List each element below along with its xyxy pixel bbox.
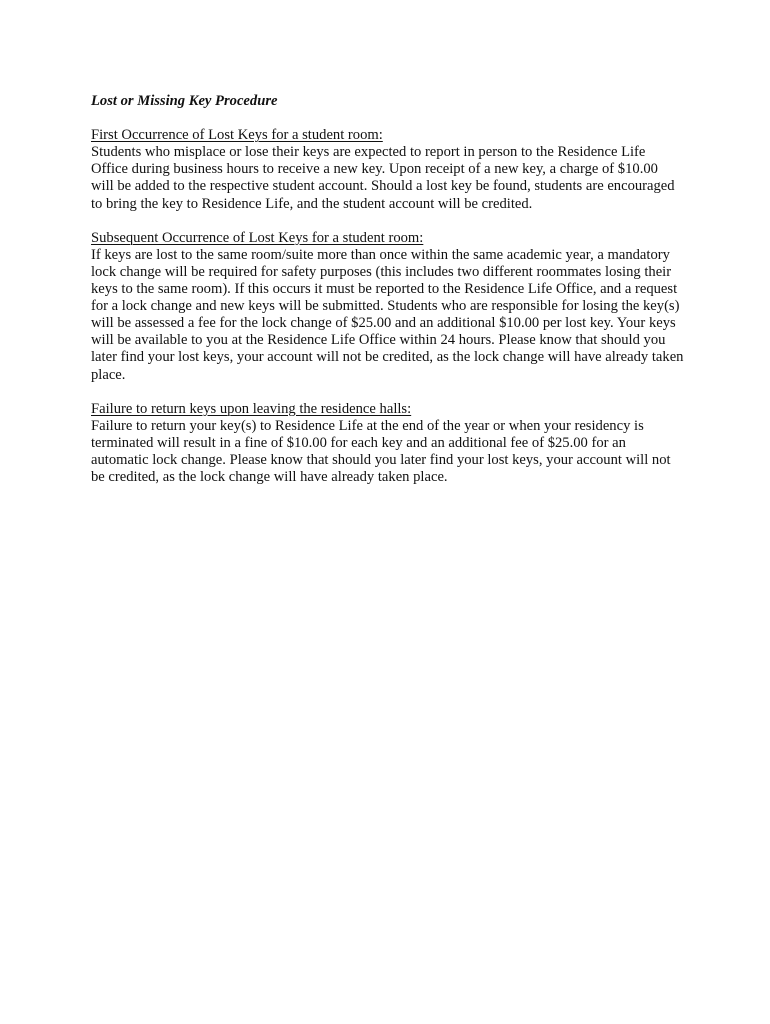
section-failure-to-return — [91, 401, 691, 486]
body-line: will be assessed a fee for the lock change of $25.00 and an additional $10.00 per lost key. Your keys — [91, 315, 676, 332]
body-line: keys to the same room). If this occurs it must be reported to the Residence Life Office, and a request — [91, 281, 678, 298]
section-subsequent-occurrence — [91, 230, 691, 384]
body-line: be credited, as the lock change will have already taken place. — [91, 469, 448, 486]
body-line: will be added to the respective student account. Should a lost key be found, students are encouraged — [91, 178, 675, 195]
body-line: Failure to return your key(s) to Residence Life at the end of the year or when your residency is — [91, 417, 644, 434]
body-line: later find your lost keys, your account will not be credited, as the lock change will have already taken — [91, 349, 684, 366]
section-body — [91, 418, 691, 486]
body-line: will be available to you at the Residence Life Office within 24 hours. Please know that should you — [91, 332, 666, 349]
section-heading: Failure to return keys upon leaving the residence halls: — [91, 400, 412, 417]
body-line: lock change will be required for safety purposes (this includes two different roommates losing their — [91, 263, 672, 280]
body-line: Office during business hours to receive a new key. Upon receipt of a new key, a charge of $10.00 — [91, 161, 658, 178]
document-title: Lost or Missing Key Procedure — [91, 93, 278, 109]
body-line: automatic lock change. Please know that should you later find your lost keys, your account will not — [91, 451, 671, 468]
section-body — [91, 247, 691, 384]
body-line: If keys are lost to the same room/suite more than once within the same academic year, a mandatory — [91, 246, 670, 263]
document-content — [91, 93, 691, 503]
section-first-occurrence — [91, 127, 691, 212]
body-line: for a lock change and new keys will be submitted. Students who are responsible for losing the key(s) — [91, 298, 680, 315]
body-line: terminated will result in a fine of $10.00 for each key and an additional fee of $25.00 for an — [91, 434, 626, 451]
section-body — [91, 144, 691, 212]
body-line: Students who misplace or lose their keys are expected to report in person to the Residence Life — [91, 144, 646, 161]
body-line: to bring the key to Residence Life, and the student account will be credited. — [91, 195, 533, 212]
section-heading: First Occurrence of Lost Keys for a student room: — [91, 127, 383, 144]
section-heading: Subsequent Occurrence of Lost Keys for a student room: — [91, 229, 424, 246]
body-line: place. — [91, 366, 126, 383]
